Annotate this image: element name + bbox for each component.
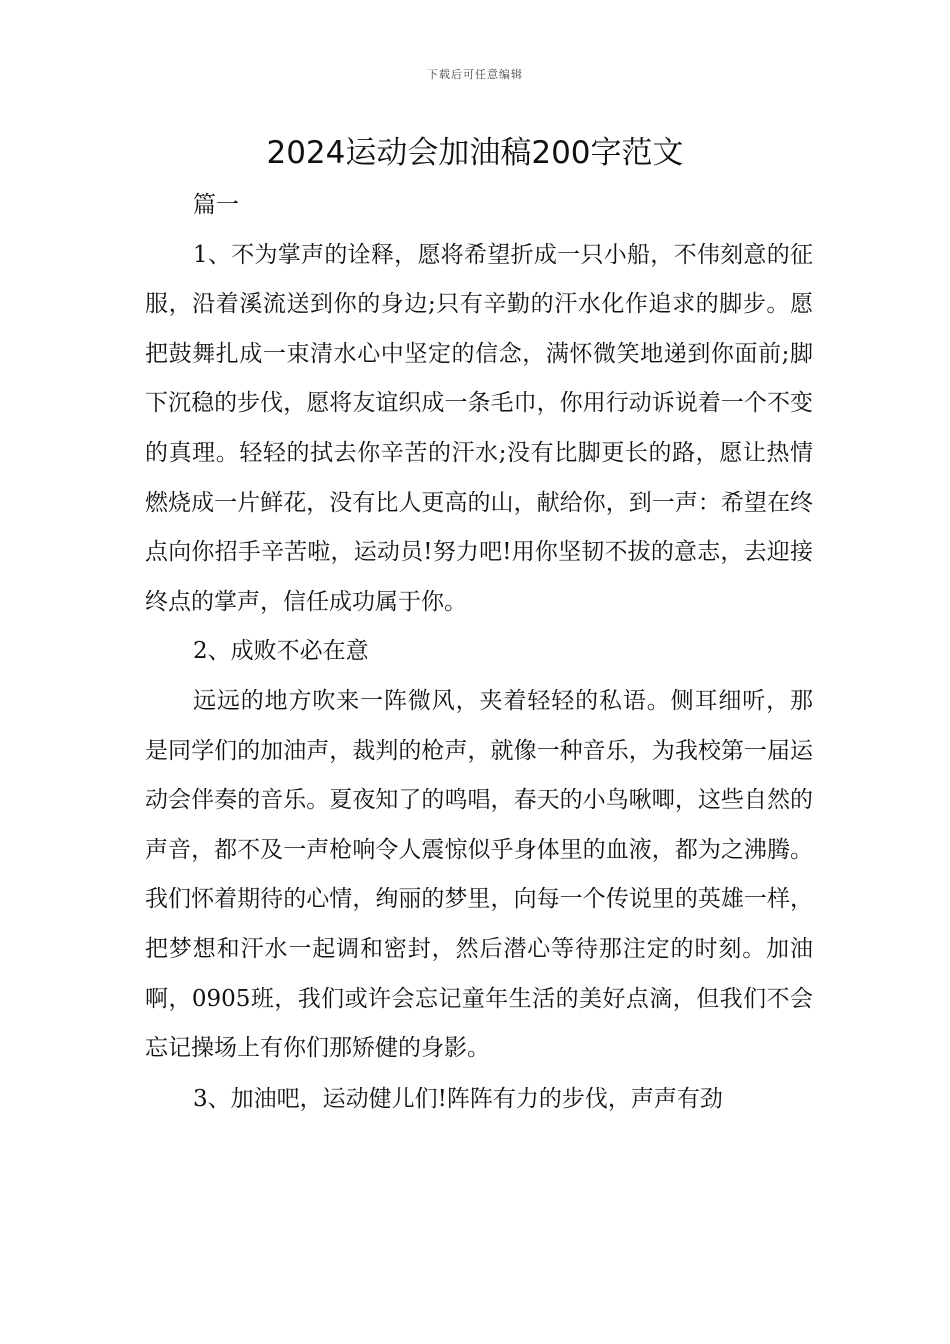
paragraph: 1、不为掌声的诠释，愿将希望折成一只小船，不伟刻意的征服，沿着溪流送到你的身边;只有辛勤的汗水化作追求的脚步。愿把鼓舞扎成一束清水心中坚定的信念，满怀微笑地递到你面前;脚下沉稳的步伐，愿将友谊织成一条毛巾，你用行动诉说着一个不变的真理。轻轻的拭去你辛苦的汗水;没有比脚更长的路，愿让热情燃烧成一片鲜花，没有比人更高的山，献给你，到一声：希望在终点向你招手辛苦啦，运动员!努力吧!用你坚韧不拔的意志，去迎接终点的掌声，信任成功属于你。: [145, 241, 813, 615]
paragraph: 3、加油吧，运动健儿们!阵阵有力的步伐，声声有劲: [193, 1085, 723, 1112]
document-body: [145, 181, 813, 1124]
section-heading: 篇一: [193, 192, 239, 218]
document-title: 2024运动会加油稿200字范文: [266, 135, 684, 171]
paragraph: 远远的地方吹来一阵微风，夹着轻轻的私语。侧耳细听，那是同学们的加油声，裁判的枪声，就像一种音乐，为我校第一届运动会伴奏的音乐。夏夜知了的鸣唱，春天的小鸟啾唧，这些自然的声音，都不及一声枪响令人震惊似乎身体里的血液，都为之沸腾。我们怀着期待的心情，绚丽的梦里，向每一个传说里的英雄一样，把梦想和汗水一起调和密封，然后潜心等待那注定的时刻。加油啊，0905班，我们或许会忘记童年生活的美好点滴，但我们不会忘记操场上有你们那矫健的身影。: [145, 687, 813, 1062]
paragraph-heading: 2、成败不必在意: [193, 638, 369, 665]
header-note: 下载后可任意编辑: [427, 68, 523, 81]
